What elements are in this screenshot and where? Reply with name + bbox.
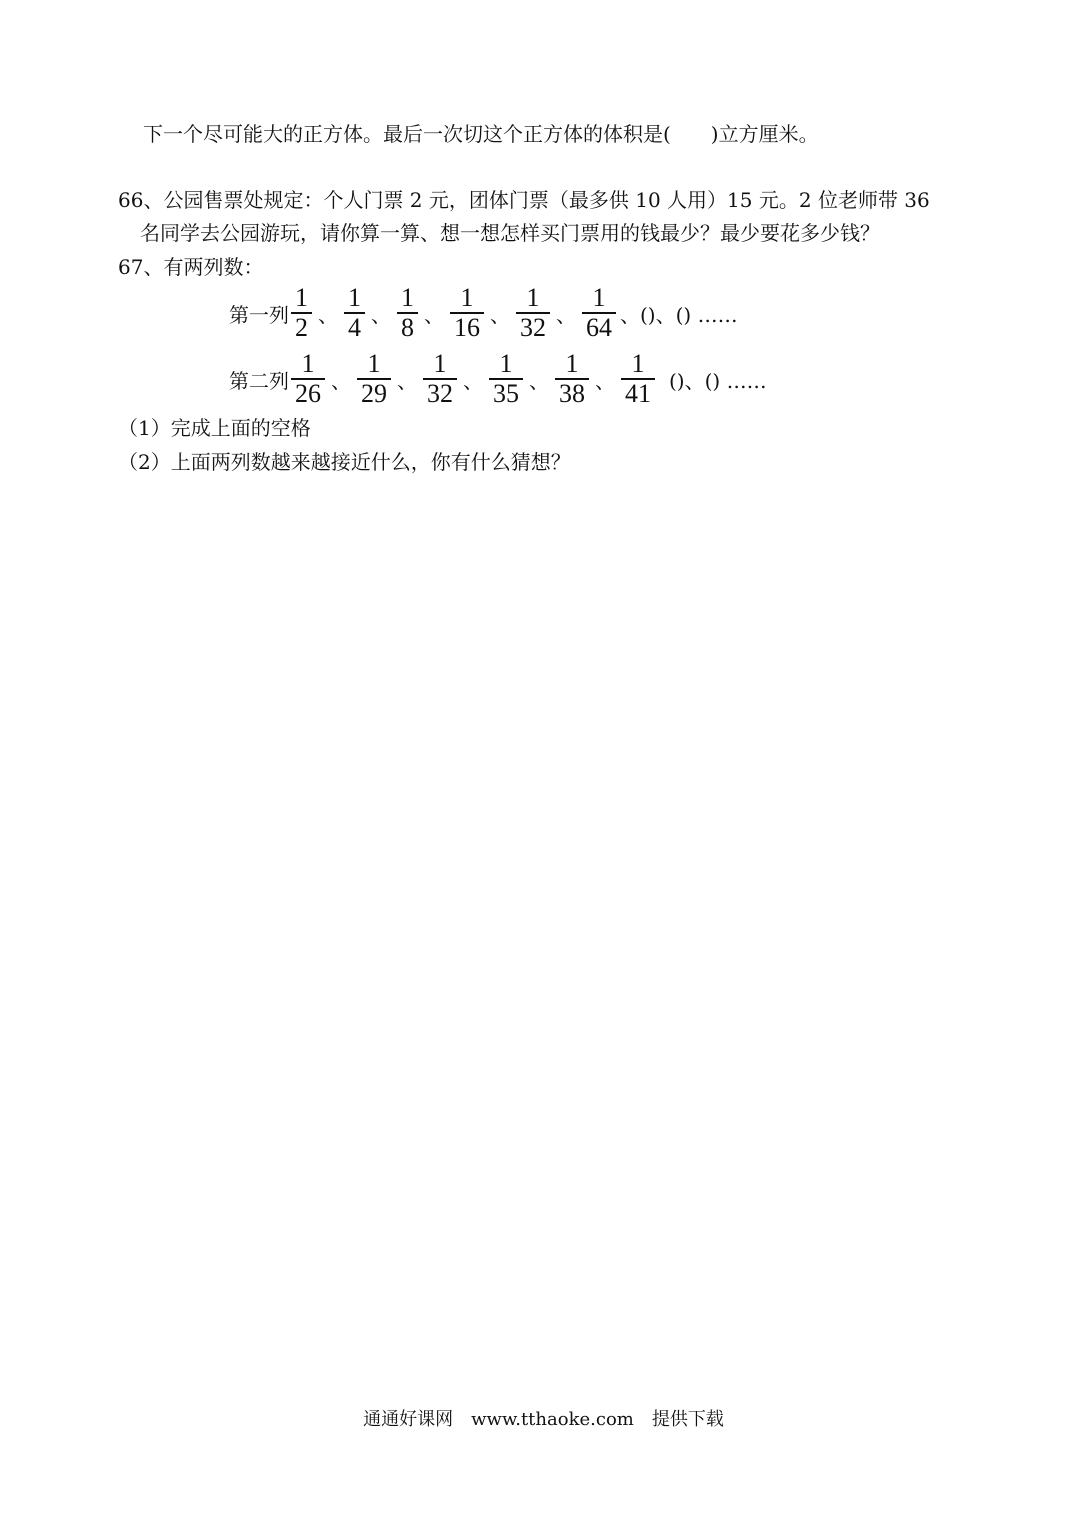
fraction-separator: 、 bbox=[424, 302, 444, 327]
fraction bbox=[291, 284, 312, 342]
sequence-2-label: 第二列 bbox=[229, 368, 289, 393]
fraction bbox=[621, 350, 655, 408]
fraction-numerator: 1 bbox=[460, 283, 474, 312]
fraction-numerator: 1 bbox=[592, 283, 606, 312]
fraction-denominator: 41 bbox=[625, 379, 651, 408]
sequence-row-1 bbox=[229, 284, 738, 342]
sub-question-1: （1）完成上面的空格 bbox=[118, 416, 311, 440]
fraction bbox=[450, 284, 484, 342]
question-67-title: 67、有两列数： bbox=[118, 255, 264, 279]
fraction-denominator: 26 bbox=[295, 379, 321, 408]
fraction-separator: 、 bbox=[318, 302, 338, 327]
fraction bbox=[423, 350, 457, 408]
fraction-numerator: 1 bbox=[301, 349, 315, 378]
sequence-row-2 bbox=[229, 350, 767, 408]
fraction-denominator: 29 bbox=[361, 379, 387, 408]
fraction-numerator: 1 bbox=[401, 283, 414, 312]
fraction-denominator: 2 bbox=[295, 313, 308, 342]
fraction bbox=[397, 284, 418, 342]
fraction-numerator: 1 bbox=[526, 283, 540, 312]
text-line-cube-volume: 下一个尽可能大的正方体。最后一次切这个正方体的体积是( )立方厘米。 bbox=[143, 122, 819, 146]
fraction-denominator: 64 bbox=[586, 313, 612, 342]
fraction-denominator: 35 bbox=[493, 379, 519, 408]
sequence-2-fractions bbox=[291, 350, 655, 408]
sequence-1-blanks: 、()、() …… bbox=[620, 302, 738, 327]
fraction-numerator: 1 bbox=[348, 283, 361, 312]
sub-question-2: （2）上面两列数越来越接近什么，你有什么猜想？ bbox=[118, 450, 571, 474]
fraction-numerator: 1 bbox=[499, 349, 513, 378]
fraction-numerator: 1 bbox=[433, 349, 447, 378]
fraction-denominator: 8 bbox=[401, 313, 414, 342]
fraction bbox=[555, 350, 589, 408]
sequence-2-blanks: ()、() …… bbox=[669, 368, 767, 393]
question-66-line-1: 66、公园售票处规定：个人门票 2 元，团体门票（最多供 10 人用）15 元。2 位老师带 36 bbox=[118, 188, 930, 212]
fraction-denominator: 32 bbox=[427, 379, 453, 408]
fraction-denominator: 38 bbox=[559, 379, 585, 408]
fraction-separator: 、 bbox=[463, 368, 483, 393]
question-66-line-2: 名同学去公园游玩，请你算一算、想一想怎样买门票用的钱最少？最少要花多少钱？ bbox=[140, 221, 880, 245]
fraction-denominator: 4 bbox=[348, 313, 361, 342]
fraction-separator: 、 bbox=[556, 302, 576, 327]
page-footer: 通通好课网 www.tthaoke.com 提供下载 bbox=[363, 1409, 724, 1430]
fraction-separator: 、 bbox=[595, 368, 615, 393]
fraction bbox=[291, 350, 325, 408]
fraction-numerator: 1 bbox=[565, 349, 579, 378]
fraction bbox=[582, 284, 616, 342]
sequence-1-fractions bbox=[291, 284, 616, 342]
fraction-separator: 、 bbox=[397, 368, 417, 393]
fraction-numerator: 1 bbox=[295, 283, 308, 312]
fraction bbox=[516, 284, 550, 342]
fraction bbox=[489, 350, 523, 408]
fraction-separator: 、 bbox=[490, 302, 510, 327]
fraction-separator: 、 bbox=[371, 302, 391, 327]
fraction-separator: 、 bbox=[331, 368, 351, 393]
fraction-denominator: 32 bbox=[520, 313, 546, 342]
fraction-numerator: 1 bbox=[367, 349, 381, 378]
fraction-numerator: 1 bbox=[631, 349, 645, 378]
fraction bbox=[344, 284, 365, 342]
fraction-separator: 、 bbox=[529, 368, 549, 393]
sequence-1-label: 第一列 bbox=[229, 302, 289, 327]
fraction bbox=[357, 350, 391, 408]
fraction-denominator: 16 bbox=[454, 313, 480, 342]
